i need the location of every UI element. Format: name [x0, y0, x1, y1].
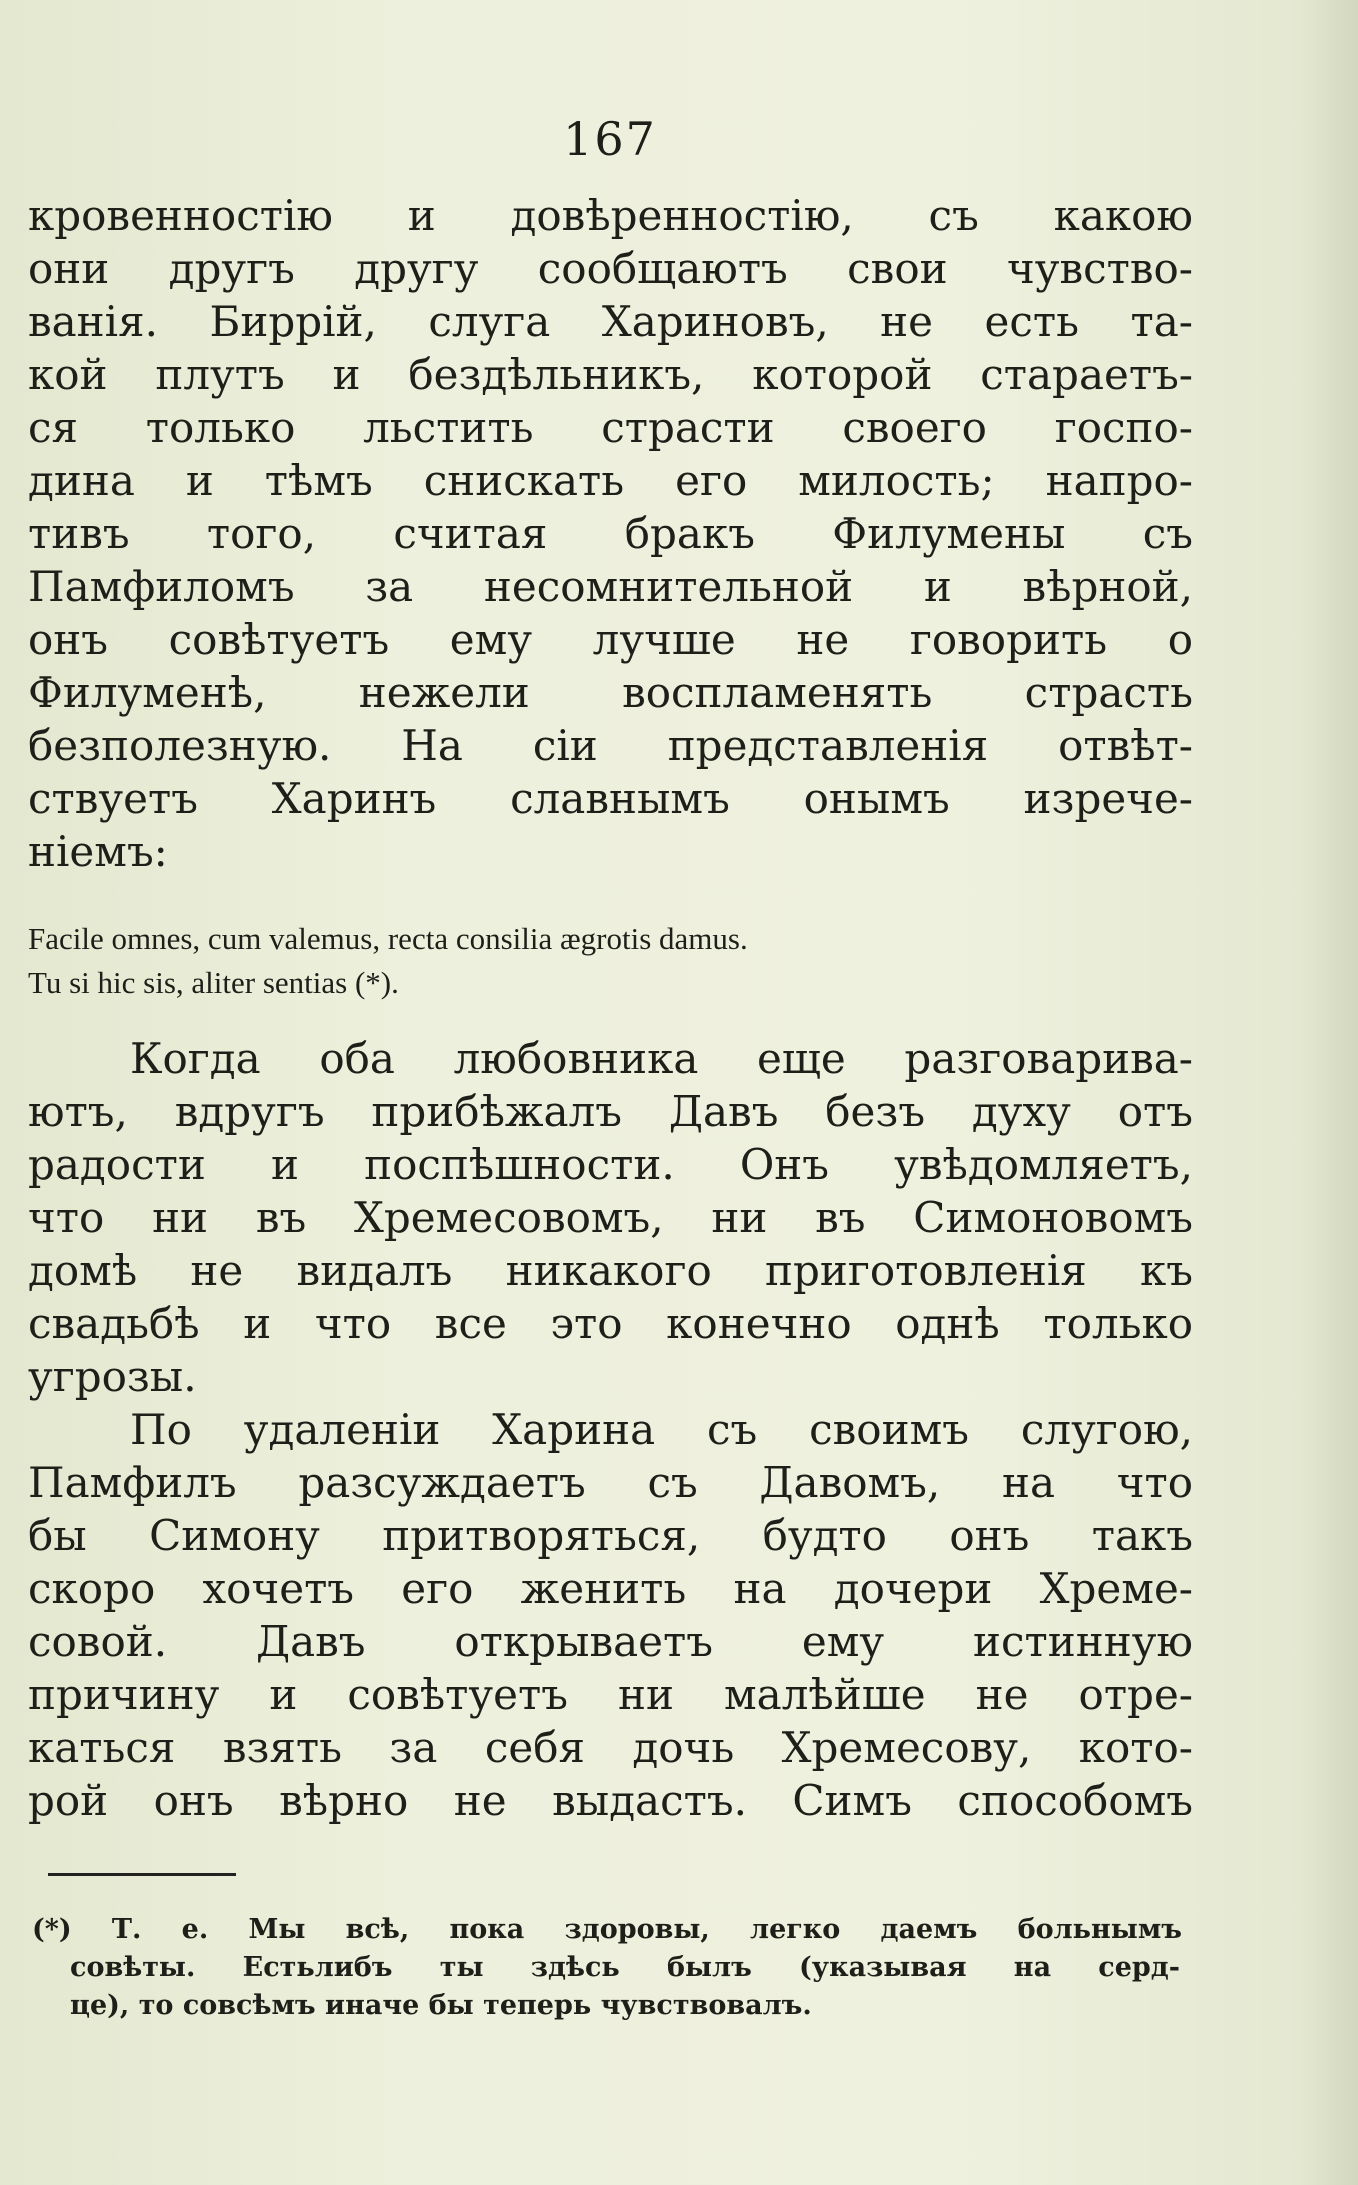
text-line: Памфилъ разсуждаетъ съ Давомъ, на что [28, 1458, 1193, 1507]
latin-quote-line: Tu si hic sis, aliter sentias (*). [28, 965, 399, 1000]
text-line: угрозы. [28, 1352, 197, 1401]
text-line: тивъ того, считая бракъ Филумены съ [28, 509, 1193, 558]
text-line: дина и тѣмъ снискать его милость; напро- [28, 456, 1193, 505]
page-number: 167 [563, 112, 657, 166]
text-line: ніемъ: [28, 827, 168, 876]
footnote-rule [48, 1873, 236, 1876]
page-edge-shadow [1298, 0, 1358, 2185]
text-line: онъ совѣтуетъ ему лучше не говорить о [28, 615, 1193, 664]
text-line: причину и совѣтуетъ ни малѣйше не отре- [28, 1670, 1193, 1719]
text-line: Филуменѣ, нежели воспламенять страсть [28, 668, 1193, 717]
text-line: бы Симону притворяться, будто онъ такъ [28, 1511, 1193, 1560]
latin-quote-line: Facile omnes, cum valemus, recta consilia ægrotis damus. [28, 921, 748, 956]
text-line: совой. Давъ открываетъ ему истинную [28, 1617, 1193, 1666]
text-line: По удаленіи Харина съ своимъ слугою, [130, 1405, 1193, 1454]
text-line: кровенностію и довѣренностію, съ какою [28, 191, 1193, 240]
text-line: радости и поспѣшности. Онъ увѣдомляетъ, [28, 1140, 1193, 1189]
text-line: ся только льстить страсти своего госпо- [28, 403, 1193, 452]
footnote-line: (*) Т. е. Мы всѣ, пока здоровы, легко даемъ больнымъ [32, 1914, 1182, 1945]
footnote-line: совѣты. Естьлибъ ты здѣсь былъ (указывая на серд- [70, 1952, 1180, 1983]
text-line: свадьбѣ и что все это конечно однѣ только [28, 1299, 1193, 1348]
text-line: Когда оба любовника еще разговарива- [130, 1034, 1193, 1083]
text-line: ствуетъ Харинъ славнымъ онымъ изрече- [28, 774, 1193, 823]
text-line: Памфиломъ за несомнительной и вѣрной, [28, 562, 1193, 611]
text-line: кой плутъ и бездѣльникъ, которой стараетъ- [28, 350, 1193, 399]
text-line: рой онъ вѣрно не выдастъ. Симъ способомъ [28, 1776, 1193, 1825]
text-line: что ни въ Хремесовомъ, ни въ Симоновомъ [28, 1193, 1193, 1242]
text-line: они другъ другу сообщаютъ свои чувство- [28, 244, 1193, 293]
text-line: домѣ не видалъ никакого приготовленія къ [28, 1246, 1193, 1295]
text-line: каться взять за себя дочь Хремесову, кото- [28, 1723, 1193, 1772]
footnote-line: це), то совсѣмъ иначе бы теперь чувствовалъ. [70, 1990, 812, 2021]
text-line: скоро хочетъ его женить на дочери Хреме- [28, 1564, 1193, 1613]
text-line: ютъ, вдругъ прибѣжалъ Давъ безъ духу отъ [28, 1087, 1193, 1136]
text-line: безполезную. На сіи представленія отвѣт- [28, 721, 1193, 770]
text-line: ванія. Биррій, слуга Хариновъ, не есть та- [28, 297, 1193, 346]
